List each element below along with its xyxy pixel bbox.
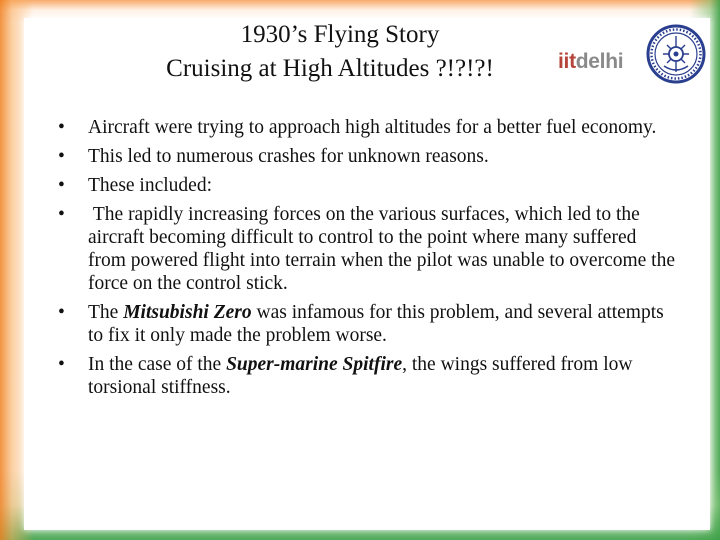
bullet-item	[58, 116, 678, 139]
bullet-marker: •	[58, 146, 65, 167]
bullet-marker: •	[58, 354, 65, 375]
bullet-list	[58, 116, 678, 399]
title-line-2: Cruising at High Altitudes ?!?!?!	[166, 55, 494, 82]
aircraft-name-mitsubishi-zero: Mitsubishi Zero	[123, 302, 252, 323]
aircraft-name-spitfire: Super-marine Spitfire	[226, 354, 403, 375]
iit-delhi-emblem-icon	[646, 24, 706, 84]
bullet-marker: •	[58, 117, 65, 138]
bullet-item	[58, 353, 678, 399]
title-line-1: 1930’s Flying Story	[240, 21, 440, 48]
logo-iit-text: iit	[558, 50, 576, 73]
bullet-text-before: In the case of the	[88, 354, 227, 375]
bullet-marker: •	[58, 204, 65, 225]
bullet-item	[58, 145, 678, 168]
bullet-item	[58, 203, 678, 295]
iitdelhi-wordmark	[558, 50, 623, 74]
bullet-text: The rapidly increasing forces on the various surfaces, which led to the aircraft becoming difficult to control to the point where many suffered from powered flight into terrain when the pilot was unable to overcome the force on the control stick.	[88, 204, 680, 294]
slide-body	[58, 116, 678, 405]
bullet-item	[58, 301, 678, 347]
slide-title	[110, 18, 550, 86]
bullet-item	[58, 174, 678, 197]
bullet-text-before: The	[88, 302, 124, 323]
bullet-text: These included:	[88, 175, 212, 196]
bullet-text-after: was infamous for this problem, and several attempts to fix it only made the problem worse.	[88, 302, 669, 346]
bullet-text-after: , the wings suffered from low torsional stiffness.	[88, 354, 638, 398]
bullet-marker: •	[58, 302, 65, 323]
bullet-text: Aircraft were trying to approach high altitudes for a better fuel economy.	[88, 117, 657, 138]
bullet-marker: •	[58, 175, 65, 196]
bullet-text: This led to numerous crashes for unknown reasons.	[88, 146, 489, 167]
logo-delhi-text: delhi	[575, 50, 624, 73]
